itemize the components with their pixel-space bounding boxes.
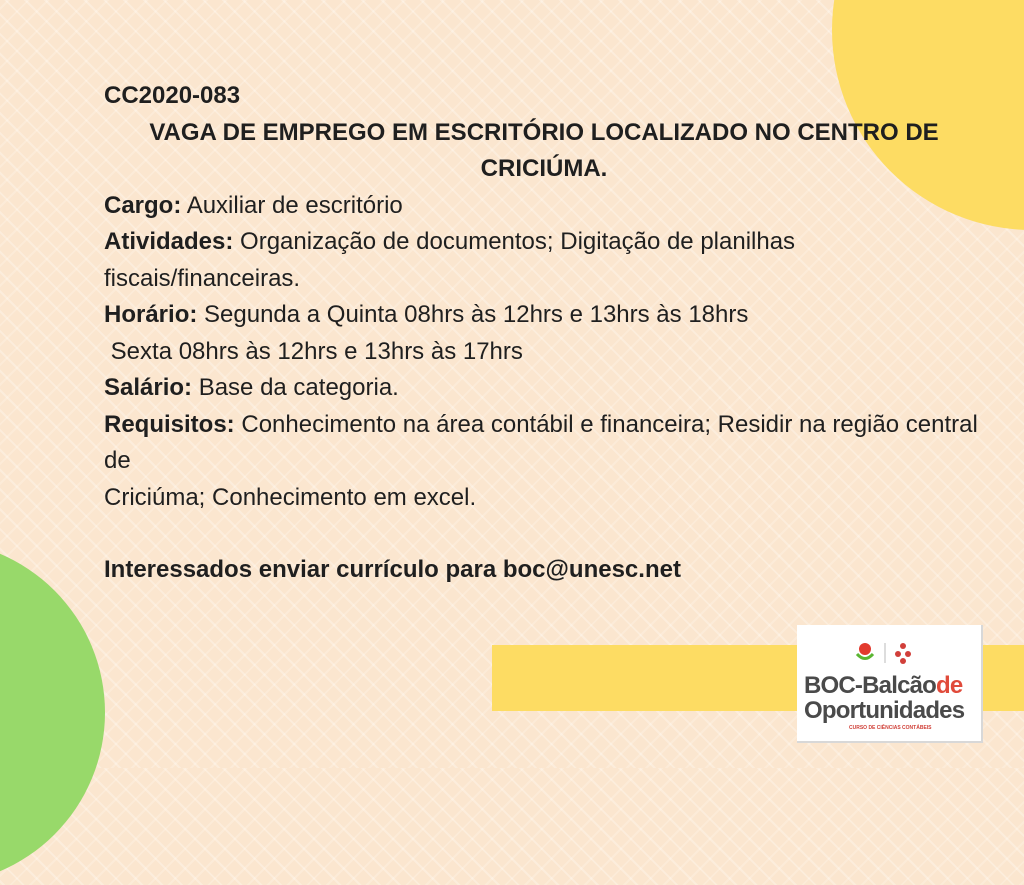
field-label: Requisitos: [104, 410, 235, 438]
posting-headline: VAGA DE EMPREGO EM ESCRITÓRIO LOCALIZADO NO CENTRO DE CRICIÚMA. [149, 118, 939, 182]
field-value: Auxiliar de escritório [181, 191, 403, 219]
logo-course: CURSO DE CIÊNCIAS CONTÁBEIS [849, 725, 932, 731]
field-atividades [104, 224, 984, 297]
field-value: Organização de documentos; Digitação de planilhas fiscais/financeiras. [104, 228, 796, 292]
logo-emblem-icons [855, 639, 925, 667]
posting-code: CC2020-083 [104, 82, 241, 109]
logo-title-accent: de [936, 672, 963, 699]
contact-line: Interessados enviar currículo para boc@unesc.net [104, 556, 681, 583]
field-label: Salário: [104, 374, 193, 401]
job-posting [104, 78, 984, 589]
logo-subtitle: Oportunidades [804, 697, 965, 724]
field-requisitos [104, 407, 984, 480]
logo-title [804, 672, 962, 700]
field-horario-line2: Sexta 08hrs às 12hrs e 13hrs às 17hrs [104, 337, 523, 365]
field-requisitos-line2: Criciúma; Conhecimento em excel. [104, 483, 477, 511]
field-value: Segunda a Quinta 08hrs às 12hrs e 13hrs às 18hrs [197, 301, 749, 328]
field-salario [104, 370, 984, 407]
field-label: Horário: [104, 301, 198, 328]
logo-title-main: BOC-Balcão [804, 672, 937, 699]
field-label: Cargo: [104, 191, 182, 219]
field-value: Conhecimento na área contábil e financeira; Residir na região central de [104, 410, 978, 474]
field-cargo [104, 188, 984, 225]
field-horario [104, 297, 984, 334]
field-value: Base da categoria. [192, 374, 399, 401]
decorative-green-circle [0, 540, 105, 885]
field-label: Atividades: [104, 228, 234, 255]
boc-logo [797, 625, 983, 743]
